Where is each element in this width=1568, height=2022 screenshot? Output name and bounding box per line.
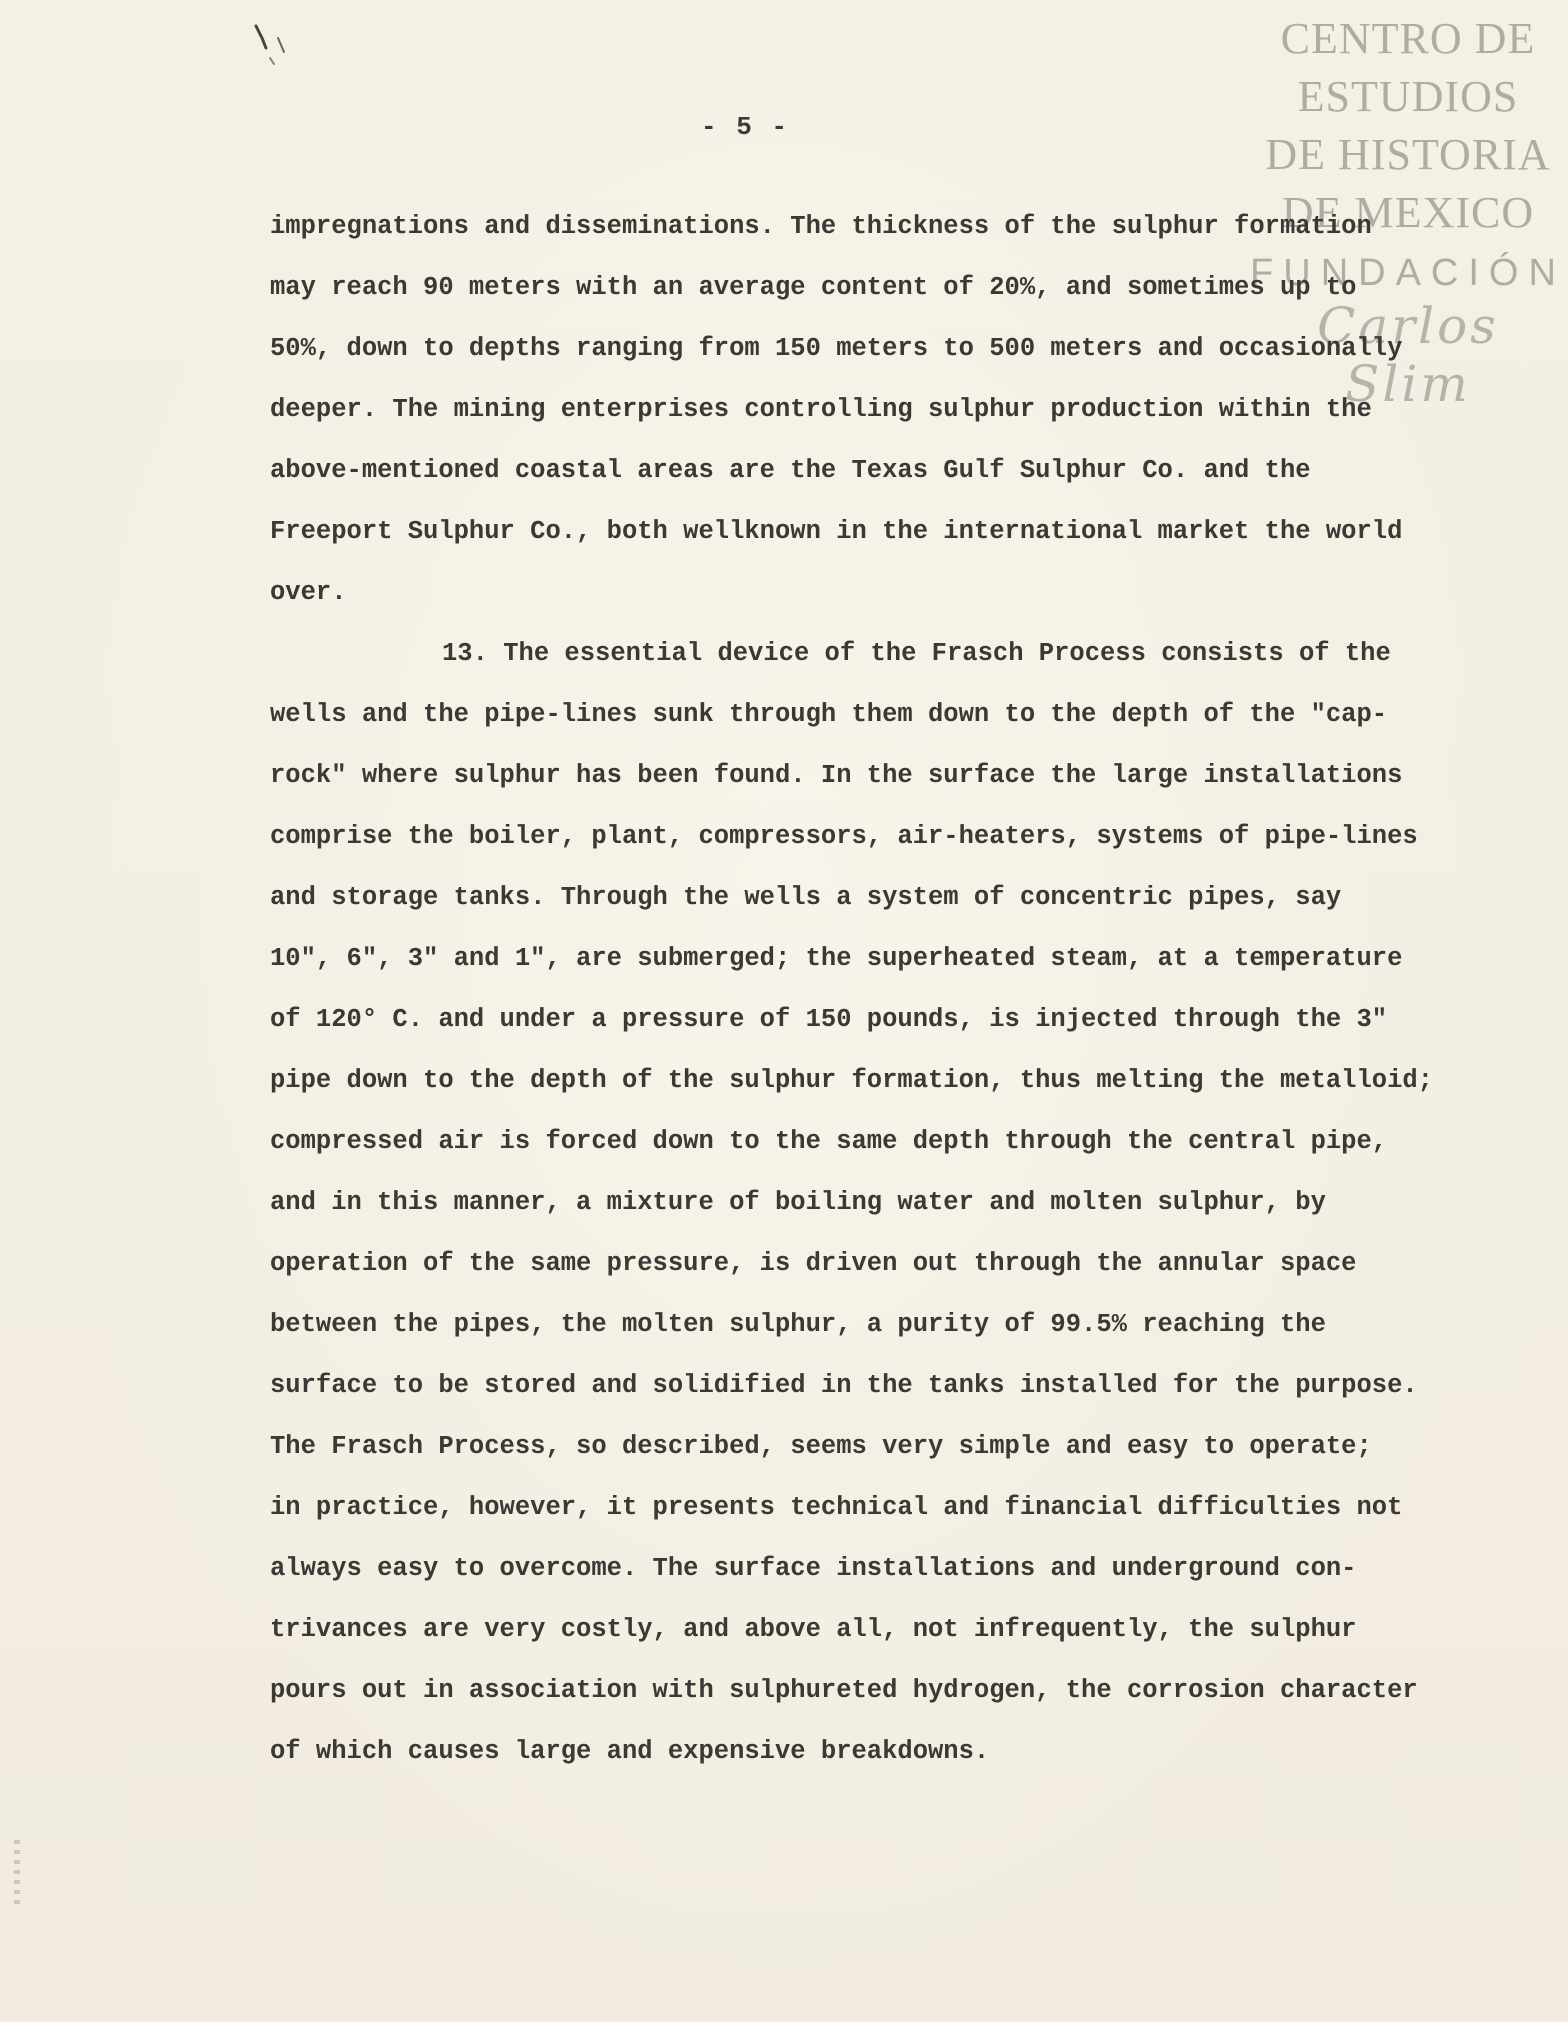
text-line: may reach 90 meters with an average content of 20%, and sometimes up to xyxy=(270,273,1357,302)
text-line: Freeport Sulphur Co., both wellknown in the international market the world xyxy=(270,517,1403,546)
text-line: comprise the boiler, plant, compressors, air-heaters, systems of pipe-lines xyxy=(270,822,1418,851)
text-line: and in this manner, a mixture of boiling water and molten sulphur, by xyxy=(270,1188,1326,1217)
watermark-line-4: DE MEXICO xyxy=(1281,188,1535,237)
text-line: above-mentioned coastal areas are the Texas Gulf Sulphur Co. and the xyxy=(270,456,1311,485)
punch-edge-mark xyxy=(14,1840,20,1910)
watermark-signature: Carlos Slim xyxy=(1317,297,1499,413)
watermark-line-1: CENTRO DE xyxy=(1280,14,1536,63)
watermark-fundacion: FUNDACIÓN xyxy=(1250,252,1566,294)
text-line: between the pipes, the molten sulphur, a purity of 99.5% reaching the xyxy=(270,1310,1326,1339)
text-line: of 120° C. and under a pressure of 150 pounds, is injected through the 3" xyxy=(270,1005,1388,1034)
text-line: always easy to overcome. The surface installations and underground con- xyxy=(270,1554,1357,1583)
text-line: of which causes large and expensive breakdowns. xyxy=(270,1737,990,1766)
text-line: rock" where sulphur has been found. In the surface the large installations xyxy=(270,761,1403,790)
text-line: deeper. The mining enterprises controlling sulphur production within the xyxy=(270,395,1372,424)
text-line: pours out in association with sulphureted hydrogen, the corrosion character xyxy=(270,1676,1418,1705)
text-line: compressed air is forced down to the same depth through the central pipe, xyxy=(270,1127,1388,1156)
text-line: in practice, however, it presents technical and financial difficulties not xyxy=(270,1493,1403,1522)
text-line: operation of the same pressure, is driven out through the annular space xyxy=(270,1249,1357,1278)
text-line: over. xyxy=(270,578,347,607)
text-line: 10", 6", 3" and 1", are submerged; the superheated steam, at a temperature xyxy=(270,944,1403,973)
pen-mark-icon xyxy=(248,18,298,78)
paragraph-13-start: 13. The essential device of the Frasch Process consists of the xyxy=(442,639,1391,668)
page-number: - 5 - xyxy=(700,112,789,142)
watermark-line-3: DE HISTORIA xyxy=(1265,130,1551,179)
body-text xyxy=(270,196,1450,1782)
watermark-line-2: ESTUDIOS xyxy=(1297,72,1519,121)
text-line: surface to be stored and solidified in the tanks installed for the purpose. xyxy=(270,1371,1418,1400)
text-line: and storage tanks. Through the wells a system of concentric pipes, say xyxy=(270,883,1342,912)
text-line: trivances are very costly, and above all, not infrequently, the sulphur xyxy=(270,1615,1357,1644)
text-line: impregnations and disseminations. The thickness of the sulphur formation xyxy=(270,212,1372,241)
text-line: wells and the pipe-lines sunk through them down to the depth of the "cap- xyxy=(270,700,1388,729)
text-line: The Frasch Process, so described, seems very simple and easy to operate; xyxy=(270,1432,1372,1461)
text-line: 50%, down to depths ranging from 150 meters to 500 meters and occasionally xyxy=(270,334,1403,363)
text-line: pipe down to the depth of the sulphur formation, thus melting the metalloid; xyxy=(270,1066,1433,1095)
